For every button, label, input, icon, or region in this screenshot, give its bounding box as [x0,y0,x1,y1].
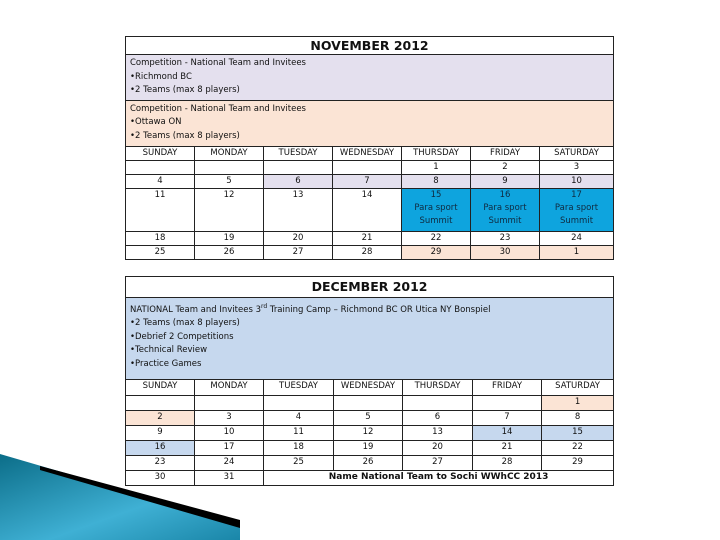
day-cell: 11 [264,426,334,441]
month-title: NOVEMBER 2012 [126,37,614,55]
day-cell: 8 [402,174,471,188]
day-cell [333,160,402,174]
summit-label: Para sport Summit [414,202,458,226]
day-cell: 27 [403,456,473,471]
day-cell: 28 [333,245,402,259]
week-row [126,245,614,259]
day-cell: 1 [402,160,471,174]
day-cell: 21 [473,441,542,456]
day-cell: 7 [333,174,402,188]
day-cell: 4 [264,411,334,426]
day-cell: 27 [264,245,333,259]
day-cell [264,160,333,174]
summit-label: Para sport Summit [483,202,527,226]
event-bullet: •Ottawa ON [130,117,182,127]
day-cell [334,396,403,411]
day-cell: 20 [264,231,333,245]
day-header: WEDNESDAY [334,380,403,396]
heading-text: Training Camp – Richmond BC OR Utica NY Bonspiel [267,304,491,315]
day-cell: 22 [402,231,471,245]
day-header: FRIDAY [471,146,540,160]
day-cell: 9 [471,174,540,188]
event-bullet: •Debrief 2 Competitions [130,331,234,342]
day-header: SATURDAY [540,146,614,160]
weekday-header [126,380,614,396]
event-bullet: •2 Teams (max 8 players) [130,130,240,141]
day-number: 17 [571,189,582,200]
day-cell: 15 [542,426,614,441]
heading-superscript: rd [261,303,268,310]
summit-day-cell [471,188,540,231]
day-header: WEDNESDAY [333,146,402,160]
day-cell: 6 [403,411,473,426]
event-bullet: •2 Teams (max 8 players) [130,318,240,329]
day-cell: 22 [542,441,614,456]
day-cell: 14 [333,188,402,231]
week-row [126,411,614,426]
day-cell: 5 [334,411,403,426]
november-calendar [125,36,614,260]
event-bullet: •2 Teams (max 8 players) [130,85,240,95]
day-cell: 16 [126,441,195,456]
day-header: TUESDAY [264,146,333,160]
day-cell: 19 [195,231,264,245]
event-heading: Competition - National Team and Invitees [130,58,306,68]
day-header: SUNDAY [126,146,195,160]
week-row [126,188,614,231]
day-header: FRIDAY [473,380,542,396]
summit-day-cell [540,188,614,231]
day-cell: 24 [540,231,614,245]
weekday-header [126,146,614,160]
day-cell: 25 [126,245,195,259]
day-cell: 29 [542,456,614,471]
event-training-camp [126,298,614,380]
day-header: THURSDAY [403,380,473,396]
decorative-swoosh [0,440,720,540]
day-cell: 31 [195,471,264,486]
week-row [126,160,614,174]
day-cell [126,160,195,174]
day-cell: 6 [264,174,333,188]
summit-day-cell [402,188,471,231]
day-header: SATURDAY [542,380,614,396]
day-cell: 13 [403,426,473,441]
day-cell: 7 [473,411,542,426]
week-row [126,426,614,441]
day-cell: 30 [471,245,540,259]
day-header: SUNDAY [126,380,195,396]
day-cell: 10 [195,426,264,441]
week-row [126,231,614,245]
day-cell: 11 [126,188,195,231]
day-cell: 13 [264,188,333,231]
day-cell: 9 [126,426,195,441]
day-cell: 17 [195,441,264,456]
event-bullet: •Technical Review [130,345,208,356]
summit-label: Para sport Summit [554,202,599,226]
day-cell [195,396,264,411]
event-bullet: •Richmond BC [130,71,192,82]
day-cell: 1 [542,396,614,411]
day-number: 16 [499,189,511,200]
team-naming-note: Name National Team to Sochi WWhCC 2013 [264,471,614,486]
day-cell [264,396,334,411]
day-cell: 23 [126,456,195,471]
day-cell: 21 [333,231,402,245]
week-row [126,396,614,411]
day-number: 15 [430,189,442,200]
day-cell: 30 [126,471,195,486]
event-heading [130,300,609,317]
event-ottawa [126,100,614,146]
day-cell: 2 [471,160,540,174]
day-cell: 2 [126,411,195,426]
day-cell: 29 [402,245,471,259]
day-cell: 12 [334,426,403,441]
event-heading: Competition - National Team and Invitees [130,103,306,114]
day-cell: 3 [195,411,264,426]
day-cell [195,160,264,174]
day-header: MONDAY [195,146,264,160]
day-cell: 23 [471,231,540,245]
day-cell: 26 [195,245,264,259]
day-header: MONDAY [195,380,264,396]
day-cell: 18 [126,231,195,245]
week-row [126,174,614,188]
day-cell: 19 [334,441,403,456]
event-bullet: •Practice Games [130,358,202,369]
day-cell: 10 [540,174,614,188]
day-cell: 1 [540,245,614,259]
month-title: DECEMBER 2012 [126,277,614,298]
day-cell: 4 [126,174,195,188]
day-cell: 14 [473,426,542,441]
day-cell: 25 [264,456,334,471]
day-cell [126,396,195,411]
day-cell: 20 [403,441,473,456]
day-cell: 8 [542,411,614,426]
day-cell: 3 [540,160,614,174]
day-cell: 18 [264,441,334,456]
day-cell: 26 [334,456,403,471]
day-cell: 5 [195,174,264,188]
day-header: THURSDAY [402,146,471,160]
event-richmond [126,55,614,101]
day-cell [473,396,542,411]
day-cell [403,396,473,411]
heading-text: NATIONAL Team and Invitees 3 [130,304,261,315]
day-cell: 24 [195,456,264,471]
day-header: TUESDAY [264,380,334,396]
day-cell: 12 [195,188,264,231]
day-cell: 28 [473,456,542,471]
